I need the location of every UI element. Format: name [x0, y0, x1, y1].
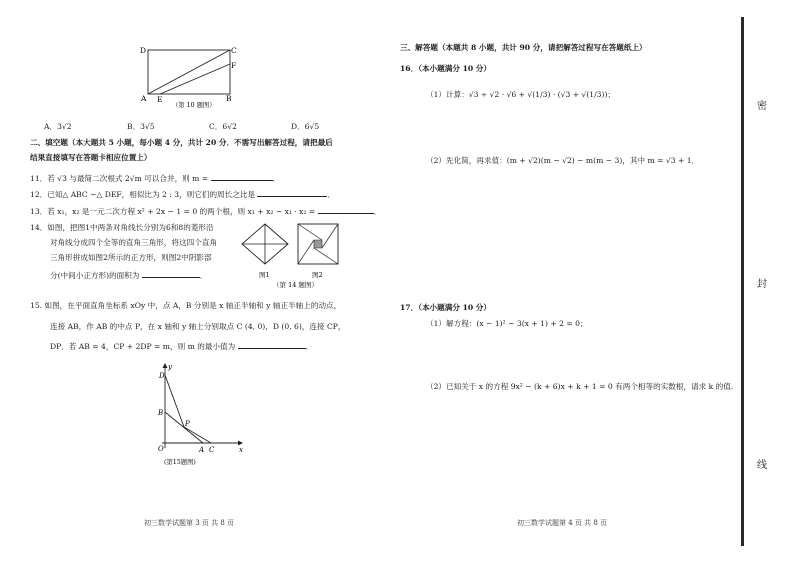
q14-line2: 对角线分成四个全等的直角三角形，将这四个直角: [50, 238, 218, 247]
fig14-label-2: 图2: [312, 271, 323, 279]
q10-option-a[interactable]: A．3√2: [44, 122, 72, 131]
fig14-line-2: [322, 224, 338, 248]
fig15-caption: (第15题图): [164, 459, 196, 466]
q14-line4: 分(中间小正方形)的面积为 ．: [50, 268, 207, 281]
fig15-label-a: A: [199, 446, 205, 454]
q10-option-c[interactable]: C．6√2: [209, 122, 237, 131]
fig10-diagonal-ac: [148, 50, 230, 94]
binding-char-seal: 密: [757, 101, 767, 112]
fig15-x-arrow: [238, 441, 243, 446]
fig10-label-c: C: [231, 46, 237, 55]
q12-stem: 12．已知△ ABC ∽△ DEF，相似比为 2 : 3，则它们的周长之比是: [30, 190, 256, 199]
q11-text: 11．若 √3 与最简二次根式 2√m 可以合并，则 m = ．: [30, 171, 280, 184]
binding-line: [741, 17, 744, 546]
q16-part1: （1）计算：√3 ÷ √2 · √6 + √(1/3) · (√3 + √(1/3))；: [426, 90, 616, 99]
fig14-line-1: [298, 224, 322, 240]
section2-heading-line2: 结果直接填写在答题卡相应位置上）: [30, 153, 152, 162]
q17-title: 17．（本小题满分 10 分）: [400, 303, 491, 312]
q14-answer-blank[interactable]: [142, 268, 200, 278]
figure-15: [148, 360, 248, 470]
fig15-path-dpc: [165, 375, 211, 443]
fig14-caption: （第 14 题图）: [273, 281, 318, 289]
fig15-label-c: C: [209, 446, 215, 454]
q13-text: 13．若 x₁，x₂ 是一元二次方程 x² + 2x − 1 = 0 的两个根，则 x₁ + x₂ − x₁ · x₂ = ．: [30, 204, 381, 217]
section3-heading: 三、解答题（本题共 8 小题，共计 90 分，请把解答过程写在答题纸上）: [400, 43, 647, 52]
q17-part1: （1）解方程：(x − 1)² − 3(x + 1) + 2 = 0；: [426, 319, 588, 328]
section2-heading-line1: 二、填空题（本大题共 5 小题，每小题 4 分，共计 20 分．不需写出解答过程，请把最后: [30, 138, 333, 147]
fig15-y-arrow: [163, 363, 168, 368]
q17-part2: （2）已知关于 x 的方程 9x² − (k + 6)x + k + 1 = 0 有两个相等的实数根，请求 k 的值.: [426, 382, 734, 391]
fig10-caption: （第 10 题图）: [172, 102, 216, 109]
q15-answer-blank[interactable]: [238, 339, 306, 349]
fig15-label-p: P: [185, 420, 190, 428]
fig15-label-b: B: [158, 409, 164, 417]
fig10-label-f: F: [231, 61, 237, 70]
q14-stem-end: 分(中间小正方形)的面积为: [50, 271, 140, 280]
figure-10: [138, 44, 238, 112]
q11-answer-blank[interactable]: [211, 171, 273, 181]
fig10-label-a: A: [141, 94, 147, 103]
figure-14: [240, 222, 350, 290]
q15-line2: 连接 AB，作 AB 的中点 P，在 x 轴和 y 轴上分别取点 C (4, 0)，D (0, 6)，连接 CP，: [50, 322, 346, 331]
fig14-label-1: 图1: [259, 271, 270, 279]
q10-option-b[interactable]: B．3√5: [127, 122, 155, 131]
fig14-shaded-square: [314, 240, 322, 248]
fig15-label-x: x: [239, 446, 243, 454]
footer-right-page-number: 初三数学试题第 4 页 共 8 页: [517, 519, 608, 527]
fig14-line-4: [298, 240, 314, 264]
q15-stem-end: DP．若 AB = 4，CP + 2DP = m，则 m 的最小值为: [50, 342, 236, 351]
q14-line1: 14．如图，把图1中两条对角线长分别为6和8的菱形沿: [30, 223, 214, 232]
q15-line1: 15. 如图，在平面直角坐标系 xOy 中，点 A，B 分别是 x 轴正半轴和 y 轴正半轴上的动点，: [30, 301, 342, 310]
q12-text: 12．已知△ ABC ∽△ DEF，相似比为 2 : 3，则它们的周长之比是 ．: [30, 187, 335, 200]
q10-option-d[interactable]: D．6√5: [291, 122, 320, 131]
binding-char-close: 封: [757, 279, 767, 290]
q14-line3: 三角形拼成如图2所示的正方形，则图2中阴影部: [50, 253, 212, 262]
fig10-label-d: D: [140, 46, 147, 55]
q16-part2: （2）先化简，再求值：(m + √2)(m − √2) − m(m − 3)，其中 m = √3 + 1．: [426, 156, 700, 165]
q16-title: 16．（本小题满分 10 分）: [400, 64, 491, 73]
q13-stem: 13．若 x₁，x₂ 是一元二次方程 x² + 2x − 1 = 0 的两个根，则 x₁ + x₂ − x₁ · x₂ =: [30, 207, 316, 216]
footer-left-page-number: 初三数学试题第 3 页 共 8 页: [144, 519, 235, 527]
q11-stem: 11．若 √3 与最简二次根式 2√m 可以合并，则 m =: [30, 174, 209, 183]
fig15-label-o: O: [158, 445, 164, 453]
q15-line3: DP．若 AB = 4，CP + 2DP = m，则 m 的最小值为 ．: [50, 339, 313, 352]
fig14-line-3: [314, 248, 338, 264]
q12-answer-blank[interactable]: [257, 187, 327, 197]
binding-char-line: 线: [757, 460, 767, 471]
q13-answer-blank[interactable]: [318, 204, 374, 214]
fig15-label-d: D: [159, 372, 165, 380]
fig15-label-y: y: [168, 363, 172, 371]
fig10-label-b: B: [226, 94, 232, 103]
fig10-label-e: E: [157, 95, 163, 104]
